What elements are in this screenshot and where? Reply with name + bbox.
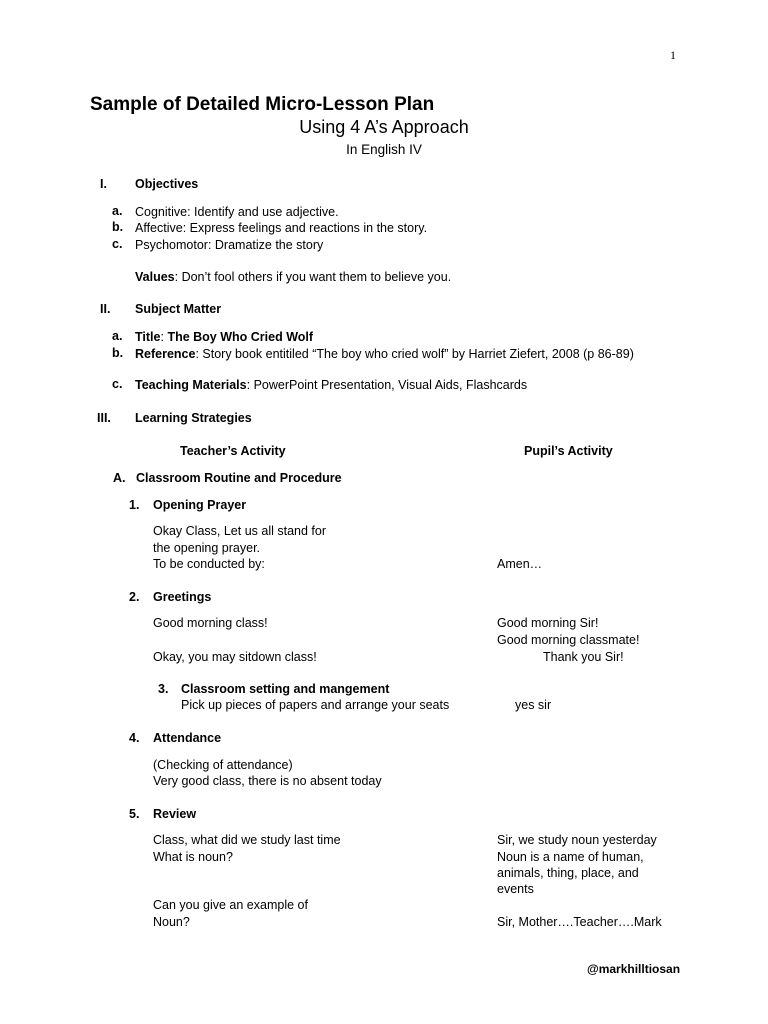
- pupil-line: Thank you Sir!: [543, 650, 624, 664]
- step-title-classroom-setting: Classroom setting and mangement: [181, 682, 390, 696]
- teacher-line: Noun?: [153, 915, 190, 929]
- subject-item-reference: [135, 346, 670, 363]
- teacher-line: the opening prayer.: [153, 541, 261, 555]
- objective-item: Psychomotor: Dramatize the story: [135, 238, 324, 252]
- subsection-marker: A.: [113, 471, 126, 485]
- step-title-greetings: Greetings: [153, 590, 212, 604]
- footer-handle: @markhilltiosan: [587, 962, 681, 976]
- pupil-line: Good morning Sir!: [497, 616, 599, 630]
- subject-label: Title: [135, 330, 161, 344]
- pupil-line: Noun is a name of human,: [497, 850, 644, 864]
- subject-value: Story book entitiled “The boy who cried wolf” by Harriet Ziefert, 2008 (p 86-89): [202, 347, 634, 361]
- subject-label: Reference: [135, 347, 196, 361]
- subject-sep: :: [160, 330, 168, 344]
- objective-item: Cognitive: Identify and use adjective.: [135, 205, 339, 219]
- subject-label: Teaching Materials: [135, 378, 247, 392]
- values-text: : Don’t fool others if you want them to believe you.: [174, 270, 452, 284]
- step-title-attendance: Attendance: [153, 731, 222, 745]
- section-numeral-objectives: I.: [100, 177, 107, 191]
- pupil-line: yes sir: [515, 698, 552, 712]
- section-heading-strategies: Learning Strategies: [135, 411, 252, 425]
- step-number: 1.: [129, 498, 140, 512]
- subject-value: The Boy Who Cried Wolf: [167, 330, 314, 344]
- subtitle-text: Using 4 A’s Approach: [299, 117, 469, 137]
- step-number: 5.: [129, 807, 140, 821]
- teacher-line: (Checking of attendance): [153, 758, 293, 772]
- pupil-line: animals, thing, place, and: [497, 866, 639, 880]
- subsection-heading: Classroom Routine and Procedure: [136, 471, 342, 485]
- subject-item-title: [135, 329, 313, 346]
- teacher-line: Pick up pieces of papers and arrange your seats: [181, 698, 450, 712]
- step-number: 3.: [158, 682, 169, 696]
- section-numeral-strategies: III.: [97, 411, 111, 425]
- teacher-line: What is noun?: [153, 850, 233, 864]
- teacher-line: Okay, you may sitdown class!: [153, 650, 317, 664]
- document-title: Sample of Detailed Micro-Lesson Plan: [90, 94, 435, 115]
- objective-marker: a.: [112, 204, 123, 218]
- subject-sep: :: [246, 378, 254, 392]
- subject-marker: c.: [112, 377, 123, 391]
- document-subtitle: [0, 117, 768, 138]
- document-subject: In English IV: [346, 142, 422, 157]
- pupil-line: events: [497, 882, 534, 896]
- pupil-line: Sir, Mother….Teacher….Mark: [497, 915, 662, 929]
- teacher-line: Good morning class!: [153, 616, 268, 630]
- subject-value: PowerPoint Presentation, Visual Aids, Flashcards: [253, 378, 528, 392]
- teacher-line: To be conducted by:: [153, 557, 265, 571]
- teacher-line: Class, what did we study last time: [153, 833, 341, 847]
- teacher-line: Okay Class, Let us all stand for: [153, 524, 326, 538]
- teacher-line: Can you give an example of: [153, 898, 308, 912]
- section-heading-subject-matter: Subject Matter: [135, 302, 222, 316]
- page-number: 1: [670, 48, 676, 62]
- teacher-column-header: Teacher’s Activity: [180, 444, 286, 458]
- pupil-column-header: Pupil’s Activity: [524, 444, 613, 458]
- section-heading-objectives: Objectives: [135, 177, 199, 191]
- subject-marker: a.: [112, 329, 123, 343]
- values-line: [135, 269, 451, 286]
- pupil-line: Sir, we study noun yesterday: [497, 833, 657, 847]
- step-number: 4.: [129, 731, 140, 745]
- subject-item-materials: [135, 377, 527, 394]
- pupil-line: Good morning classmate!: [497, 633, 640, 647]
- step-title-review: Review: [153, 807, 197, 821]
- pupil-line: Amen…: [497, 557, 543, 571]
- objective-marker: c.: [112, 237, 123, 251]
- objective-marker: b.: [112, 220, 124, 234]
- teacher-line: Very good class, there is no absent today: [153, 774, 382, 788]
- subject-marker: b.: [112, 346, 124, 360]
- objective-item: Affective: Express feelings and reactions in the story.: [135, 221, 428, 235]
- step-number: 2.: [129, 590, 140, 604]
- section-numeral-subject-matter: II.: [100, 302, 111, 316]
- subject-sep: :: [195, 347, 203, 361]
- step-title-opening-prayer: Opening Prayer: [153, 498, 247, 512]
- values-label: Values: [135, 270, 175, 284]
